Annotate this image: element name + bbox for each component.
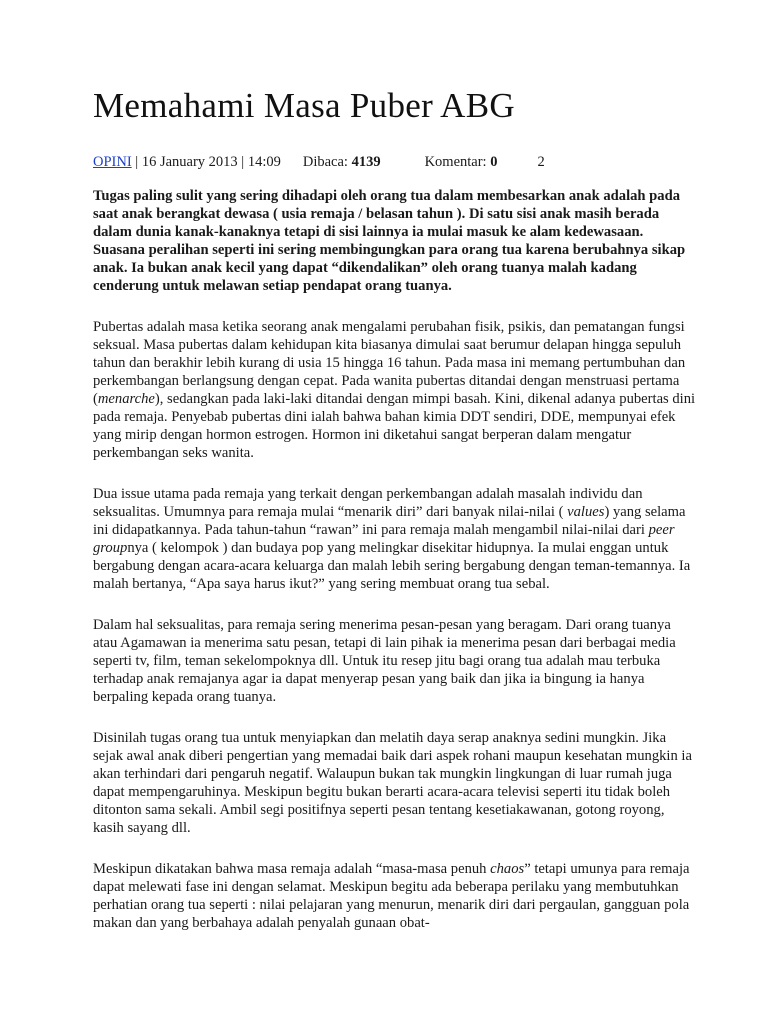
- category-link[interactable]: OPINI: [93, 154, 132, 170]
- extra-count: 2: [537, 154, 545, 170]
- article-title: Memahami Masa Puber ABG: [93, 86, 515, 125]
- comments-count: 0: [490, 154, 498, 170]
- comments-label: Komentar:: [424, 154, 491, 170]
- views-count: 4139: [351, 154, 381, 170]
- article-meta: [93, 153, 698, 171]
- lead-paragraph: Tugas paling sulit yang sering dihadapi oleh orang tua dalam membesarkan anak adalah pada saat anak berangkat dewasa ( usia remaja / belasan tahun ). Di satu sisi anak masih berada dalam dunia kanak-kanaknya tetapi di sisi lainnya ia mulai masuk ke alam kedewasaan. Suasana peralihan seperti ini sering membingungkan para orang tua karena berubahnya sikap anak. Ia bukan anak kecil yang dapat “dikendalikan” oleh orang tuanya malah kadang cenderung untuk melawan setiap pendapat orang tuanya.: [93, 188, 686, 294]
- paragraph-5: Meskipun dikatakan bahwa masa remaja adalah “masa-masa penuh chaos” tetapi umunya para remaja dapat melewati fase ini dengan selamat. Meskipun begitu ada beberapa perilaku yang membutuhkan perhatian orang tua seperti : nilai pelajaran yang menurun, menarik diri dari pergaulan, gangguan pola makan dan yang berbahaya adalah penyalah gunaan obat-: [93, 861, 690, 931]
- paragraph-4: Disinilah tugas orang tua untuk menyiapkan dan melatih daya serap anaknya sedini mungkin. Jika sejak awal anak diberi pengertian yang memadai baik dari aspek rohani maupun kesehatan mungkin ia akan terhindari dari pengaruh negatif. Walaupun bukan tak mungkin lingkungan di luar rumah juga dapat mempengaruhinya. Meskipun begitu bukan berarti acara-acara televisi seperti itu tidak boleh ditonton sama sekali. Ambil segi positifnya seperti pesan tentang kesetiakawanan, gotong royong, kasih sayang dll.: [93, 730, 692, 836]
- paragraph-3: Dalam hal seksualitas, para remaja sering menerima pesan-pesan yang beragam. Dari orang tuanya atau Agamawan ia menerima satu pesan, tetapi di lain pihak ia menerima pesan dari berbagai media seperti tv, film, teman sekelompoknya dll. Untuk itu resep jitu bagi orang tua adalah mau terbuka terhadap anak remajanya agar ia dapat menyerap pesan yang baik dan jika ia bingung ia hanya berpaling kepada orang tuanya.: [93, 617, 676, 705]
- views-label: Dibaca:: [302, 154, 352, 170]
- paragraph-1: Pubertas adalah masa ketika seorang anak mengalami perubahan fisik, psikis, dan pematangan fungsi seksual. Masa pubertas dalam kehidupan kita biasanya dimulai saat berumur delapan hingga sepuluh tahun dan berakhir lebih kurang di usia 15 hingga 16 tahun. Pada masa ini memang pertumbuhan dan perkembangan berlangsung dengan cepat. Pada wanita pubertas ditandai dengan menstruasi pertama (menarche), sedangkan pada laki-laki ditandai dengan mimpi basah. Kini, dikenal adanya pubertas dini pada remaja. Penyebab pubertas dini ialah bahwa bahan kimia DDT sendiri, DDE, mempunyai efek yang mirip dengan hormon estrogen. Hormon ini diketahui sangat berperan dalam mengatur perkembangan seks wanita.: [93, 319, 696, 461]
- date-time: | 16 January 2013 | 14:09: [131, 154, 281, 170]
- paragraph-2: Dua issue utama pada remaja yang terkait dengan perkembangan adalah masalah individu dan seksualitas. Umumnya para remaja mulai “menarik diri” dari banyak nilai-nilai ( values) yang selama ini didapatkannya. Pada tahun-tahun “rawan” ini para remaja malah mengambil nilai-nilai dari peer groupnya ( kelompok ) dan budaya pop yang melingkar disekitar hidupnya. Ia mulai enggan untuk bergabung dengan acara-acara keluarga dan malah lebih sering bergabung dengan teman-temannya. Ia malah bertanya, “Apa saya harus ikut?” yang sering membuat orang tua sebal.: [93, 486, 691, 592]
